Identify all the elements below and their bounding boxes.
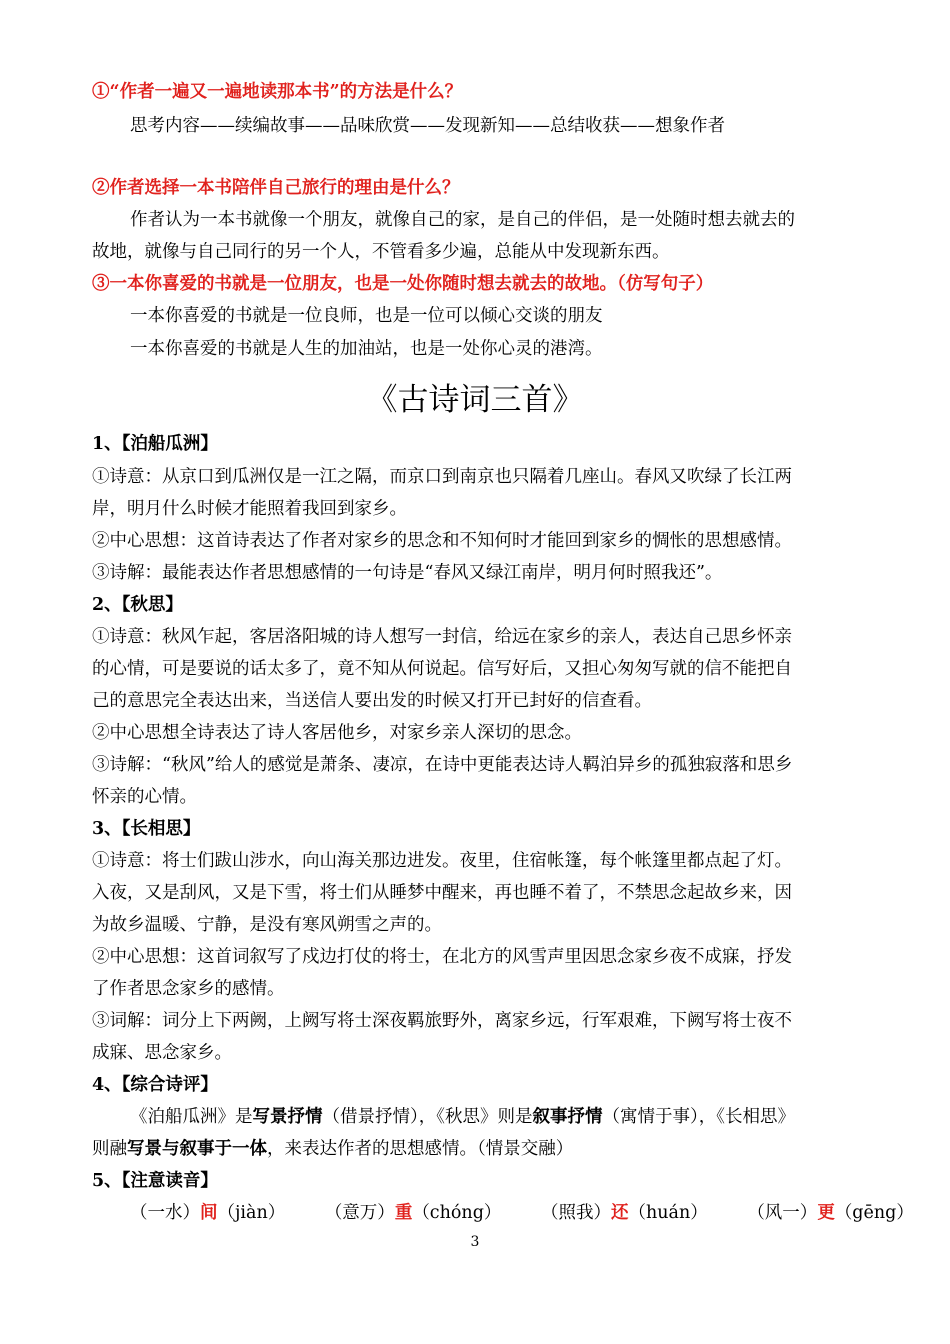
poem2-analysis-line1: ③诗解：“秋风”给人的感觉是萧条、凄凉，在诗中更能表达诗人羁泊异乡的孤独寂落和思乡: [92, 755, 793, 775]
poem3-meaning-line2: 入夜，又是刮风，又是下雪，将士们从睡梦中醒来，再也睡不着了，不禁思念起故乡来，因: [92, 883, 792, 903]
pron-pinyin: （gēng）: [834, 1203, 914, 1223]
question-2: ②作者选择一本书陪伴自己旅行的理由是什么？: [92, 178, 460, 198]
pron-char: 更: [817, 1203, 835, 1223]
pron-context: （风一）: [747, 1203, 818, 1223]
pron-char: 间: [200, 1203, 218, 1223]
poem2-meaning-line2: 的心情，可是要说的话太多了，竟不知从何说起。信写好后，又担心匆匆写就的信不能把自: [92, 659, 792, 679]
poem3-meaning-line3: 为故乡温暖、宁静，是没有寒风朔雪之声的。: [92, 915, 442, 935]
pron-pinyin: （jiàn）: [217, 1203, 286, 1223]
poem3-analysis-line1: ③词解：词分上下两阙，上阙写将士深夜羁旅野外，离家乡远，行军艰难，下阙写将士夜不: [92, 1011, 792, 1031]
review-keyword: 叙事抒情: [532, 1107, 603, 1127]
poem2-meaning-line3: 己的意思完全表达出来，当送信人要出发的时候又打开已封好的信查看。: [92, 691, 652, 711]
review-keyword: 写景与叙事于一体: [127, 1139, 267, 1159]
review-keyword: 写景抒情: [252, 1107, 323, 1127]
pronunciation-item: [747, 1197, 914, 1229]
pron-pinyin: （huán）: [628, 1203, 708, 1223]
pronunciation-item: [325, 1197, 502, 1229]
section-title: 《古诗词三首》: [366, 382, 584, 418]
review-line1: [130, 1101, 862, 1133]
pron-pinyin: （chóng）: [412, 1203, 502, 1223]
poem1-meaning-line1: ①诗意：从京口到瓜洲仅是一江之隔，而京口到南京也只隔着几座山。春风又吹绿了长江两: [92, 467, 792, 487]
review-text: ，来表达作者的思想感情。（情景交融）: [267, 1139, 574, 1159]
question-1: ①“作者一遍又一遍地读那本书”的方法是什么？: [92, 82, 463, 102]
answer-2-line2: 故地，就像与自己同行的另一个人，不管看多少遍，总能从中发现新东西。: [92, 242, 670, 262]
review-text: 则融: [92, 1139, 127, 1159]
review-text: 《泊船瓜洲》是: [130, 1107, 253, 1127]
poem2-heading: 2、【秋思】: [92, 595, 183, 615]
answer-3-line1: 一本你喜爱的书就是一位良师，也是一位可以倾心交谈的朋友: [130, 306, 603, 326]
poem2-theme: ②中心思想全诗表达了诗人客居他乡，对家乡亲人深切的思念。: [92, 723, 582, 743]
poem2-analysis-line2: 怀亲的心情。: [92, 787, 197, 807]
pron-context: （意万）: [324, 1203, 395, 1223]
question-3: ③一本你喜爱的书就是一位朋友，也是一处你随时想去就去的故地。（仿写句子）: [92, 274, 714, 294]
pron-char: 重: [394, 1203, 413, 1223]
page-number: 3: [470, 1234, 480, 1250]
pron-char: 还: [610, 1203, 629, 1223]
answer-2-line1: 作者认为一本书就像一个朋友，就像自己的家，是自己的伴侣，是一处随时想去就去的: [130, 210, 795, 230]
answer-3-line2: 一本你喜爱的书就是人生的加油站，也是一处你心灵的港湾。: [130, 339, 603, 359]
review-text: （寓情于事），《长相思》: [602, 1107, 795, 1127]
poem1-meaning-line2: 岸，明月什么时候才能照着我回到家乡。: [92, 499, 407, 519]
poem1-theme: ②中心思想：这首诗表达了作者对家乡的思念和不知何时才能回到家乡的惆怅的思想感情。: [92, 531, 792, 551]
pron-context: （照我）: [540, 1203, 611, 1223]
review-line2: [92, 1133, 862, 1165]
pronunciation-item: [130, 1197, 285, 1229]
poem3-heading: 3、【长相思】: [92, 819, 201, 839]
poem3-theme-line2: 了作者思念家乡的感情。: [92, 979, 285, 999]
pronunciation-list: [130, 1197, 914, 1229]
pron-context: （一水）: [130, 1203, 200, 1223]
poem1-heading: 1、【泊船瓜洲】: [92, 434, 218, 454]
review-text: （借景抒情），《秋思》则是: [322, 1107, 533, 1127]
poem3-meaning-line1: ①诗意：将士们跋山涉水，向山海关那边进发。夜里，住宿帐篷，每个帐篷里都点起了灯。: [92, 851, 792, 871]
answer-1: 思考内容——续编故事——品味欣赏——发现新知——总结收获——想象作者: [130, 116, 725, 136]
pronunciation-item: [541, 1197, 708, 1229]
pronunciation-heading: 5、【注意读音】: [92, 1171, 218, 1191]
poem3-theme-line1: ②中心思想：这首词叙写了戍边打仗的将士，在北方的风雪声里因思念家乡夜不成寐，抒发: [92, 947, 792, 967]
poem1-analysis: ③诗解：最能表达作者思想感情的一句诗是“春风又绿江南岸，明月何时照我还”。: [92, 563, 723, 583]
review-heading: 4、【综合诗评】: [92, 1075, 218, 1095]
poem3-analysis-line2: 成寐、思念家乡。: [92, 1043, 232, 1063]
poem2-meaning-line1: ①诗意：秋风乍起，客居洛阳城的诗人想写一封信，给远在家乡的亲人，表达自己思乡怀亲: [92, 627, 792, 647]
